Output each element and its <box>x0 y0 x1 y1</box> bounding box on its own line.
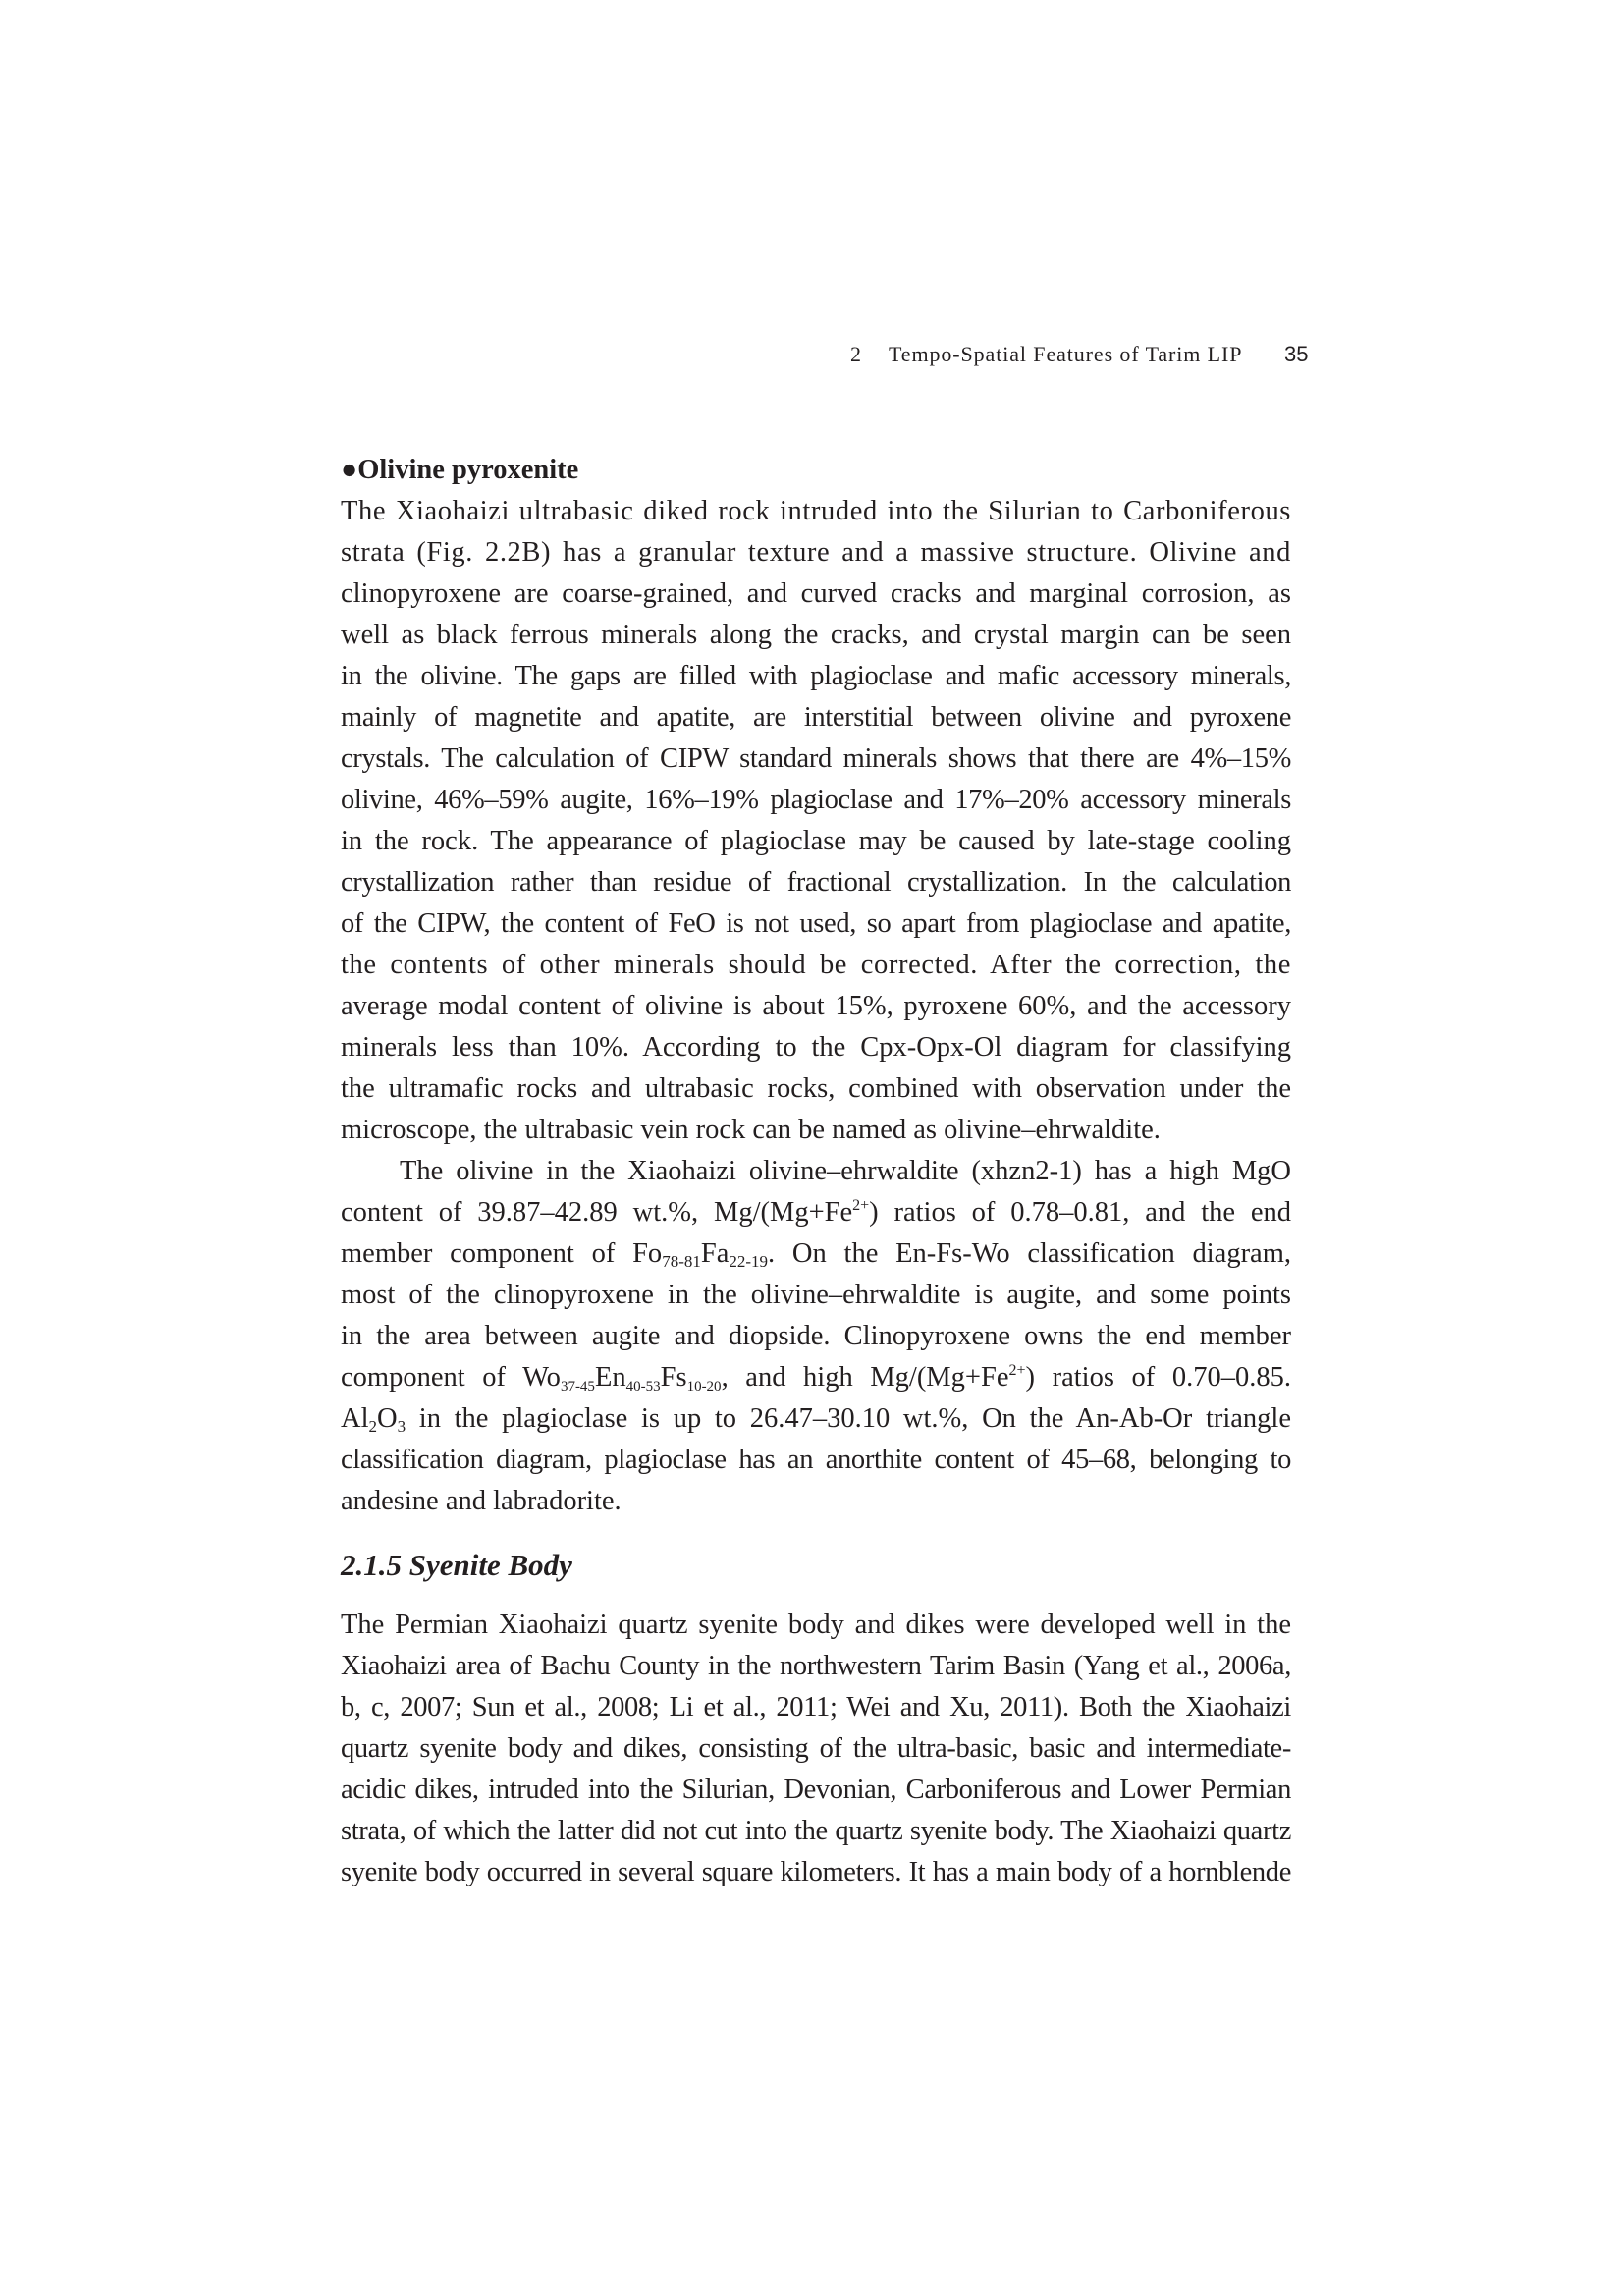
text-line: strata (Fig. 2.2B) has a granular texture and a massive structure. Olivine and <box>341 537 1291 568</box>
text-line: most of the clinopyroxene in the olivine–ehrwaldite is augite, and some points <box>341 1280 1291 1310</box>
text-line: in the olivine. The gaps are filled with plagioclase and mafic accessory minerals, <box>341 661 1291 691</box>
text-line: crystals. The calculation of CIPW standard minerals shows that there are 4%–15% <box>341 743 1291 774</box>
text-run: Al <box>341 1403 369 1434</box>
text-line <box>341 1357 1291 1398</box>
paragraph-olivine-composition <box>341 1151 1291 1522</box>
body-text <box>341 450 1291 1893</box>
superscript: 2+ <box>852 1197 870 1214</box>
text-line: acidic dikes, intruded into the Silurian, Devonian, Carboniferous and Lower Permian <box>341 1775 1291 1805</box>
subscript: 3 <box>397 1417 406 1436</box>
subscript: 22-19 <box>729 1252 769 1271</box>
text-run: member component of Fo <box>341 1238 663 1269</box>
paragraph-olivine-pyroxenite <box>341 491 1291 1151</box>
text-run: , and high Mg/(Mg+Fe <box>721 1362 1009 1393</box>
subscript: 10-20 <box>686 1379 722 1394</box>
text-run: ) ratios of 0.78–0.81, and the end <box>869 1197 1291 1228</box>
chapter-number: 2 <box>850 342 861 366</box>
chapter-title: Tempo-Spatial Features of Tarim LIP <box>889 342 1243 366</box>
superscript: 2+ <box>1008 1362 1026 1379</box>
text-line <box>341 1398 1291 1440</box>
text-run: . On the En-Fs-Wo classification diagram, <box>768 1238 1291 1269</box>
text-line: microscope, the ultrabasic vein rock can be named as olivine–ehrwaldite. <box>341 1115 1161 1145</box>
paragraph-syenite-body <box>341 1605 1291 1893</box>
text-line <box>341 1233 1291 1275</box>
text-line: The olivine in the Xiaohaizi olivine–ehrwaldite (xhzn2-1) has a high MgO <box>400 1156 1291 1186</box>
text-line: strata, of which the latter did not cut into the quartz syenite body. The Xiaohaizi quartz <box>341 1816 1291 1846</box>
text-run: Fa <box>700 1238 730 1269</box>
text-run: component of Wo <box>341 1362 561 1393</box>
text-line: of the CIPW, the content of FeO is not used, so apart from plagioclase and apatite, <box>341 908 1291 939</box>
text-line: the contents of other minerals should be corrected. After the correction, the <box>341 950 1291 980</box>
text-line: Xiaohaizi area of Bachu County in the northwestern Tarim Basin (Yang et al., 2006a, <box>341 1651 1291 1681</box>
text-line: clinopyroxene are coarse-grained, and curved cracks and marginal corrosion, as <box>341 578 1291 609</box>
bullet-icon: ● <box>341 455 358 485</box>
text-line: in the area between augite and diopside. Clinopyroxene owns the end member <box>341 1321 1291 1351</box>
text-line: mainly of magnetite and apatite, are interstitial between olivine and pyroxene <box>341 702 1291 733</box>
text-run: in the plagioclase is up to 26.47–30.10 wt.%, On the An-Ab-Or triangle <box>406 1403 1291 1434</box>
text-line: The Permian Xiaohaizi quartz syenite body and dikes were developed well in the <box>341 1610 1291 1640</box>
text-line: syenite body occurred in several square kilometers. It has a main body of a hornblende <box>341 1857 1291 1887</box>
text-line: average modal content of olivine is about 15%, pyroxene 60%, and the accessory <box>341 991 1291 1021</box>
text-line <box>341 1192 1291 1233</box>
subsection-title: Olivine pyroxenite <box>357 455 579 485</box>
text-line: minerals less than 10%. According to the Cpx-Opx-Ol diagram for classifying <box>341 1032 1291 1063</box>
subscript: 40-53 <box>625 1379 661 1394</box>
text-run: ) ratios of 0.70–0.85. <box>1025 1362 1291 1393</box>
text-line: in the rock. The appearance of plagioclase may be caused by late-stage cooling <box>341 826 1291 856</box>
text-line: classification diagram, plagioclase has an anorthite content of 45–68, belonging to <box>341 1445 1291 1475</box>
subscript: 2 <box>368 1417 377 1436</box>
text-line: andesine and labradorite. <box>341 1486 622 1516</box>
text-line: olivine, 46%–59% augite, 16%–19% plagioclase and 17%–20% accessory minerals <box>341 785 1291 815</box>
text-run: En <box>594 1362 626 1393</box>
text-line: b, c, 2007; Sun et al., 2008; Li et al., 2011; Wei and Xu, 2011). Both the Xiaohaizi <box>341 1692 1291 1722</box>
text-line: well as black ferrous minerals along the cracks, and crystal margin can be seen <box>341 620 1291 650</box>
text-run: Fs <box>660 1362 687 1393</box>
text-run: O <box>377 1403 398 1434</box>
section-heading: 2.1.5 Syenite Body <box>341 1548 572 1582</box>
text-line: the ultramafic rocks and ultrabasic rocks, combined with observation under the <box>341 1073 1291 1104</box>
text-line: The Xiaohaizi ultrabasic diked rock intruded into the Silurian to Carboniferous <box>341 496 1291 526</box>
page-number: 35 <box>1284 342 1309 366</box>
text-line: quartz syenite body and dikes, consisting of the ultra-basic, basic and intermediate- <box>341 1733 1291 1764</box>
running-head <box>825 342 1316 371</box>
subscript: 37-45 <box>560 1379 595 1394</box>
subsection-heading <box>341 450 1291 491</box>
text-run: content of 39.87–42.89 wt.%, Mg/(Mg+Fe <box>341 1197 853 1228</box>
text-line: crystallization rather than residue of fractional crystallization. In the calculation <box>341 867 1291 898</box>
subscript: 78-81 <box>662 1252 701 1271</box>
